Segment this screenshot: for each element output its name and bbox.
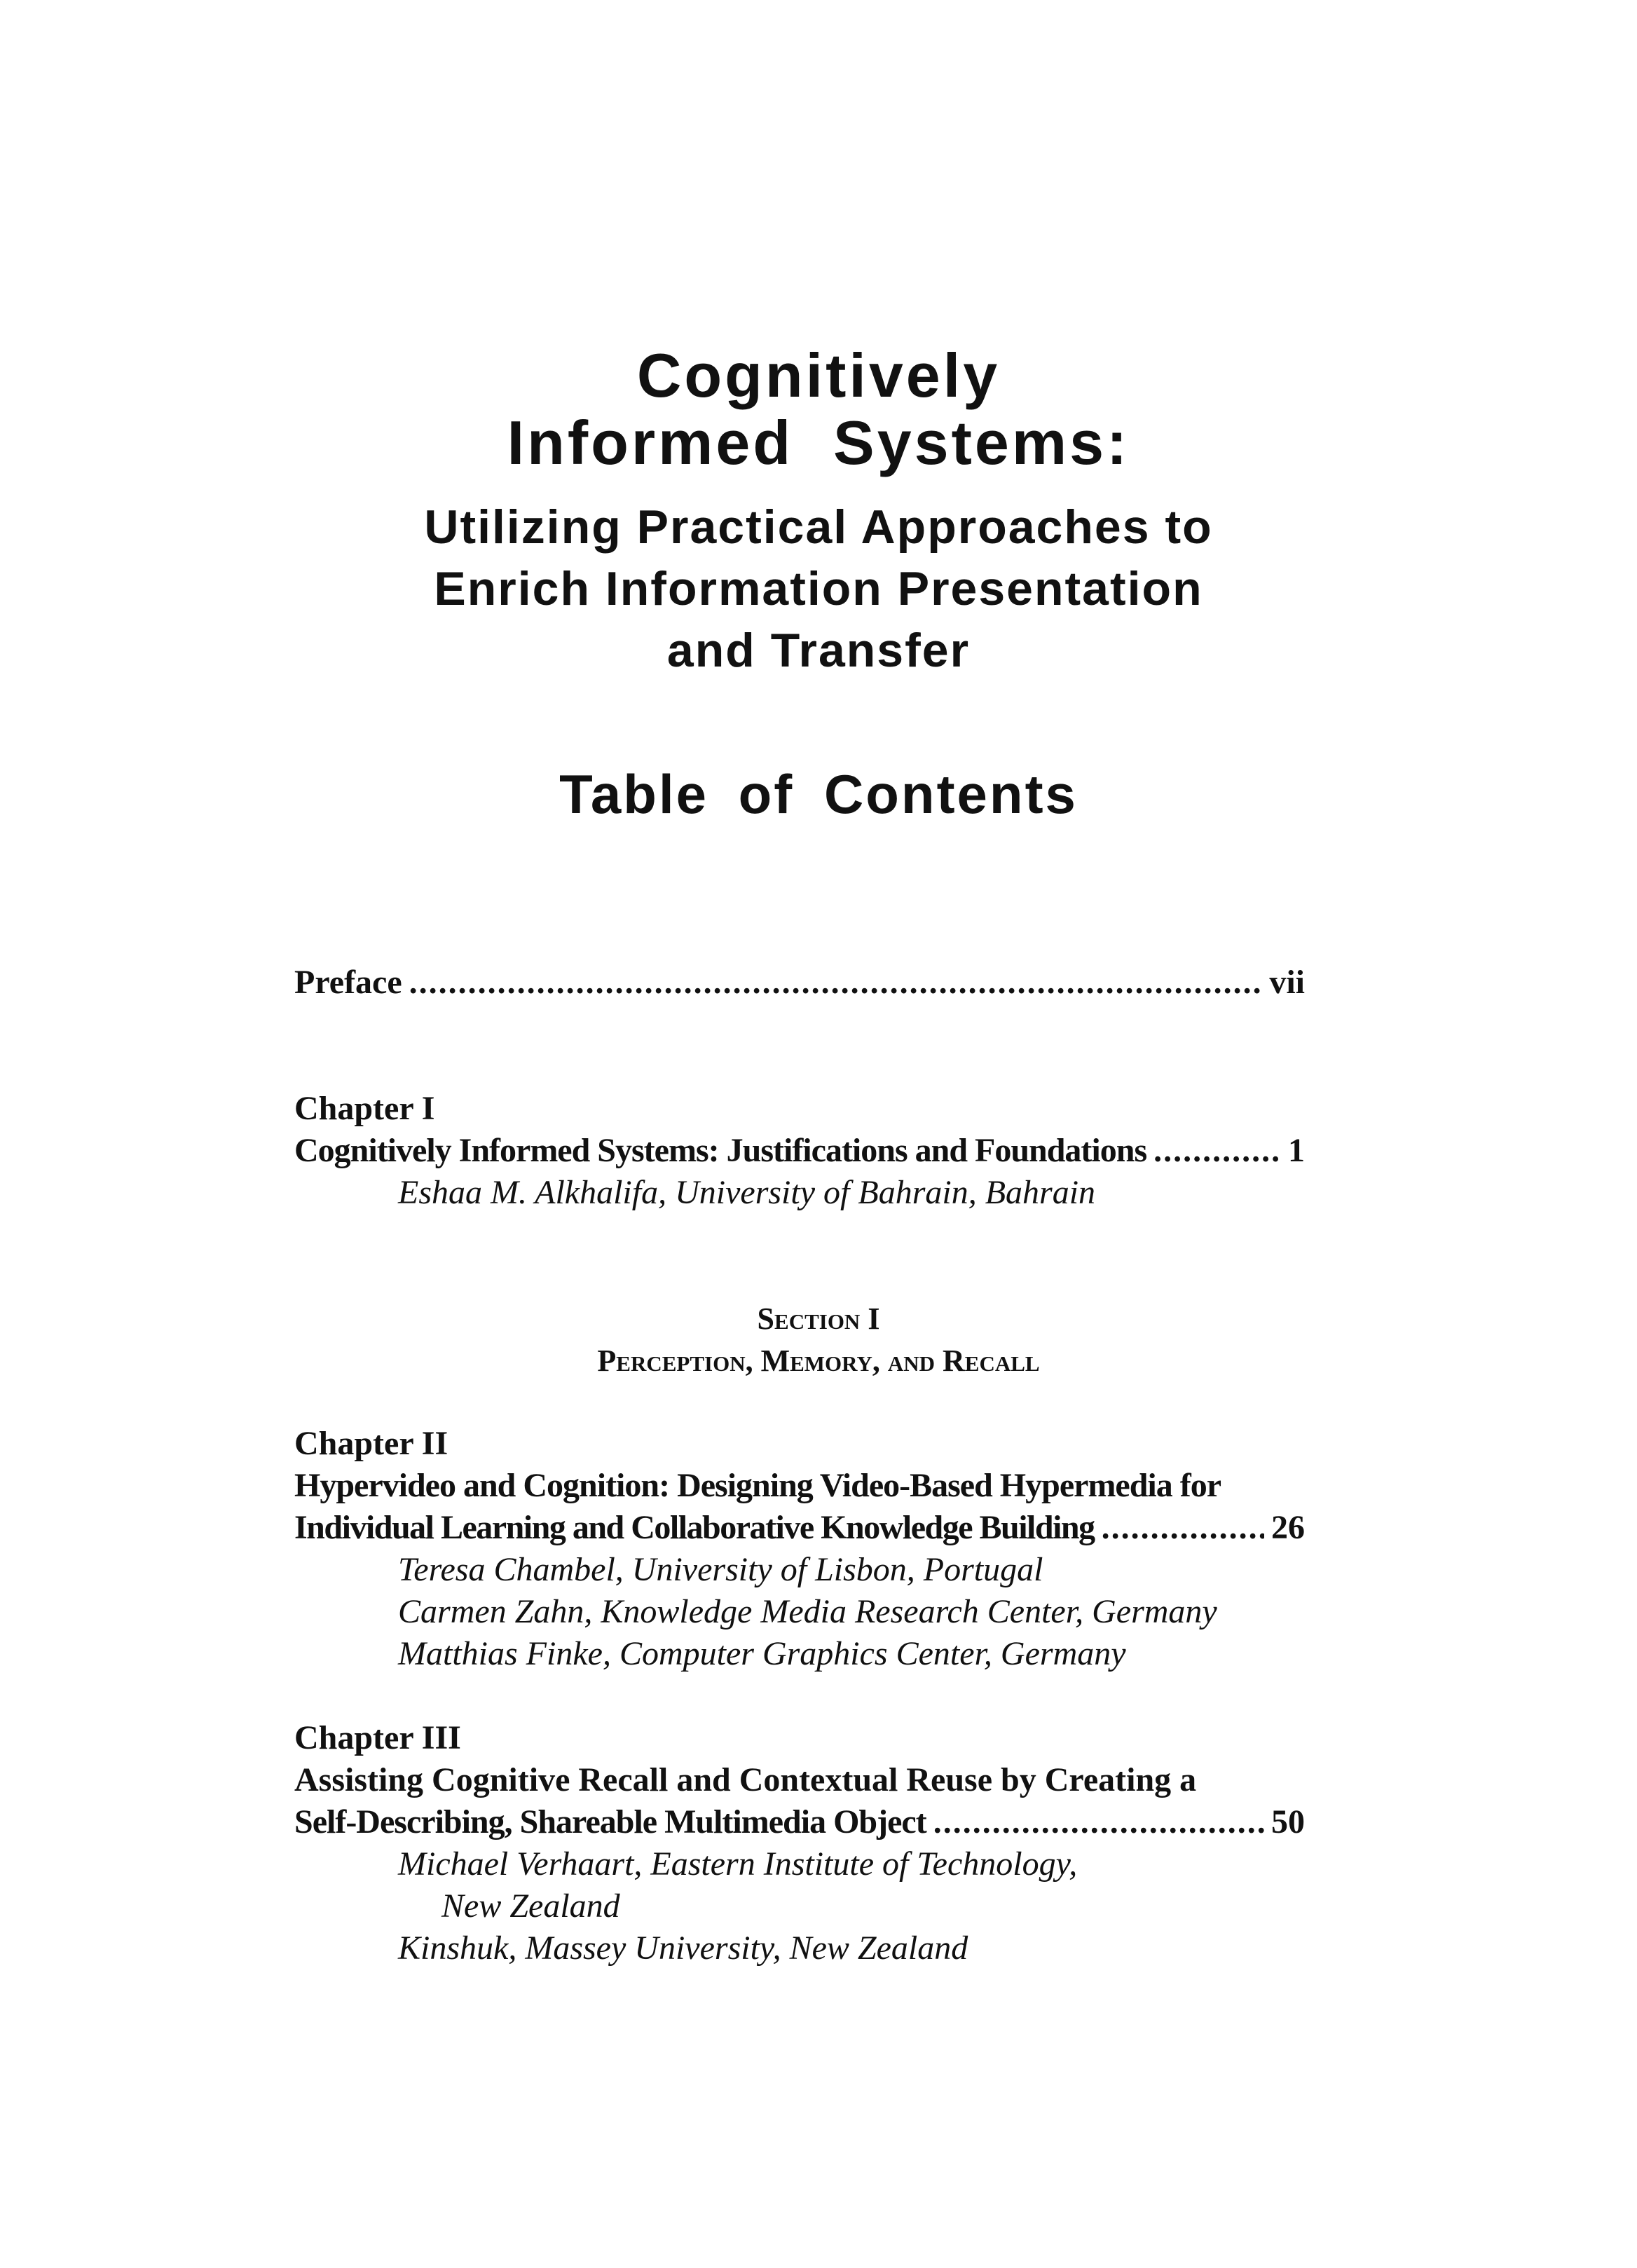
chapter-2-title-line-2: [294, 1507, 1305, 1549]
chapter-2-label: Chapter II: [294, 1425, 448, 1462]
book-title-line-2: Informed Systems:: [507, 408, 1130, 477]
toc-entry-chapter-1: [294, 1088, 1305, 1214]
toc-entry-chapter-3: [294, 1717, 1305, 1969]
dot-leader: [933, 1801, 1264, 1843]
chapter-1-title: Cognitively Informed Systems: Justifications and Foundations: [294, 1132, 1147, 1169]
chapter-3-label: Chapter III: [294, 1719, 461, 1756]
chapter-2-title-end: Individual Learning and Collaborative Knowledge Building: [294, 1509, 1095, 1546]
dot-leader: [1102, 1507, 1264, 1549]
chapter-1-page: 1: [1288, 1132, 1305, 1169]
toc-entry-chapter-2: [294, 1423, 1305, 1675]
book-subtitle-line-2: Enrich Information Presentation: [434, 562, 1203, 615]
dot-leader: [409, 962, 1263, 1004]
chapter-1-title-line: [294, 1130, 1305, 1172]
preface-line: [294, 962, 1305, 1004]
book-subtitle: [0, 496, 1637, 681]
chapter-1-label: Chapter I: [294, 1090, 435, 1127]
chapter-2-title-line-1: Hypervideo and Cognition: Designing Video-Based Hypermedia for: [294, 1467, 1221, 1504]
toc-heading: Table of Contents: [559, 763, 1078, 825]
chapter-1-author: Eshaa M. Alkhalifa, University of Bahrain, Bahrain: [398, 1174, 1096, 1211]
chapter-2-author-3: Matthias Finke, Computer Graphics Center, Germany: [398, 1635, 1126, 1672]
chapter-3-page: 50: [1271, 1803, 1305, 1840]
toc-entry-preface: [294, 962, 1305, 1004]
book-subtitle-line-3: and Transfer: [666, 624, 971, 677]
dot-leader: [1153, 1130, 1281, 1172]
chapter-3-title-end: Self-Describing, Shareable Multimedia Object: [294, 1803, 926, 1840]
chapter-3-title-line-2: [294, 1801, 1305, 1843]
chapter-3-author-2: Kinshuk, Massey University, New Zealand: [398, 1929, 968, 1967]
book-subtitle-line-1: Utilizing Practical Approaches to: [424, 500, 1213, 554]
chapter-2-page: 26: [1271, 1509, 1305, 1546]
book-title-line-1: Cognitively: [636, 341, 1001, 410]
chapter-2-author-2: Carmen Zahn, Knowledge Media Research Center, Germany: [398, 1593, 1217, 1630]
chapter-2-author-1: Teresa Chambel, University of Lisbon, Portugal: [398, 1551, 1043, 1588]
section-1-label: Section I: [757, 1302, 880, 1336]
section-1-title: Perception, Memory, and Recall: [597, 1344, 1040, 1378]
chapter-3-author-1-cont: New Zealand: [441, 1887, 620, 1925]
chapter-3-title-line-1: Assisting Cognitive Recall and Contextual Reuse by Creating a: [294, 1761, 1197, 1798]
preface-page: vii: [1269, 964, 1305, 1001]
preface-label: Preface: [294, 964, 402, 1001]
chapter-3-author-1: Michael Verhaart, Eastern Institute of Technology,: [398, 1845, 1078, 1883]
book-title: [0, 342, 1637, 477]
